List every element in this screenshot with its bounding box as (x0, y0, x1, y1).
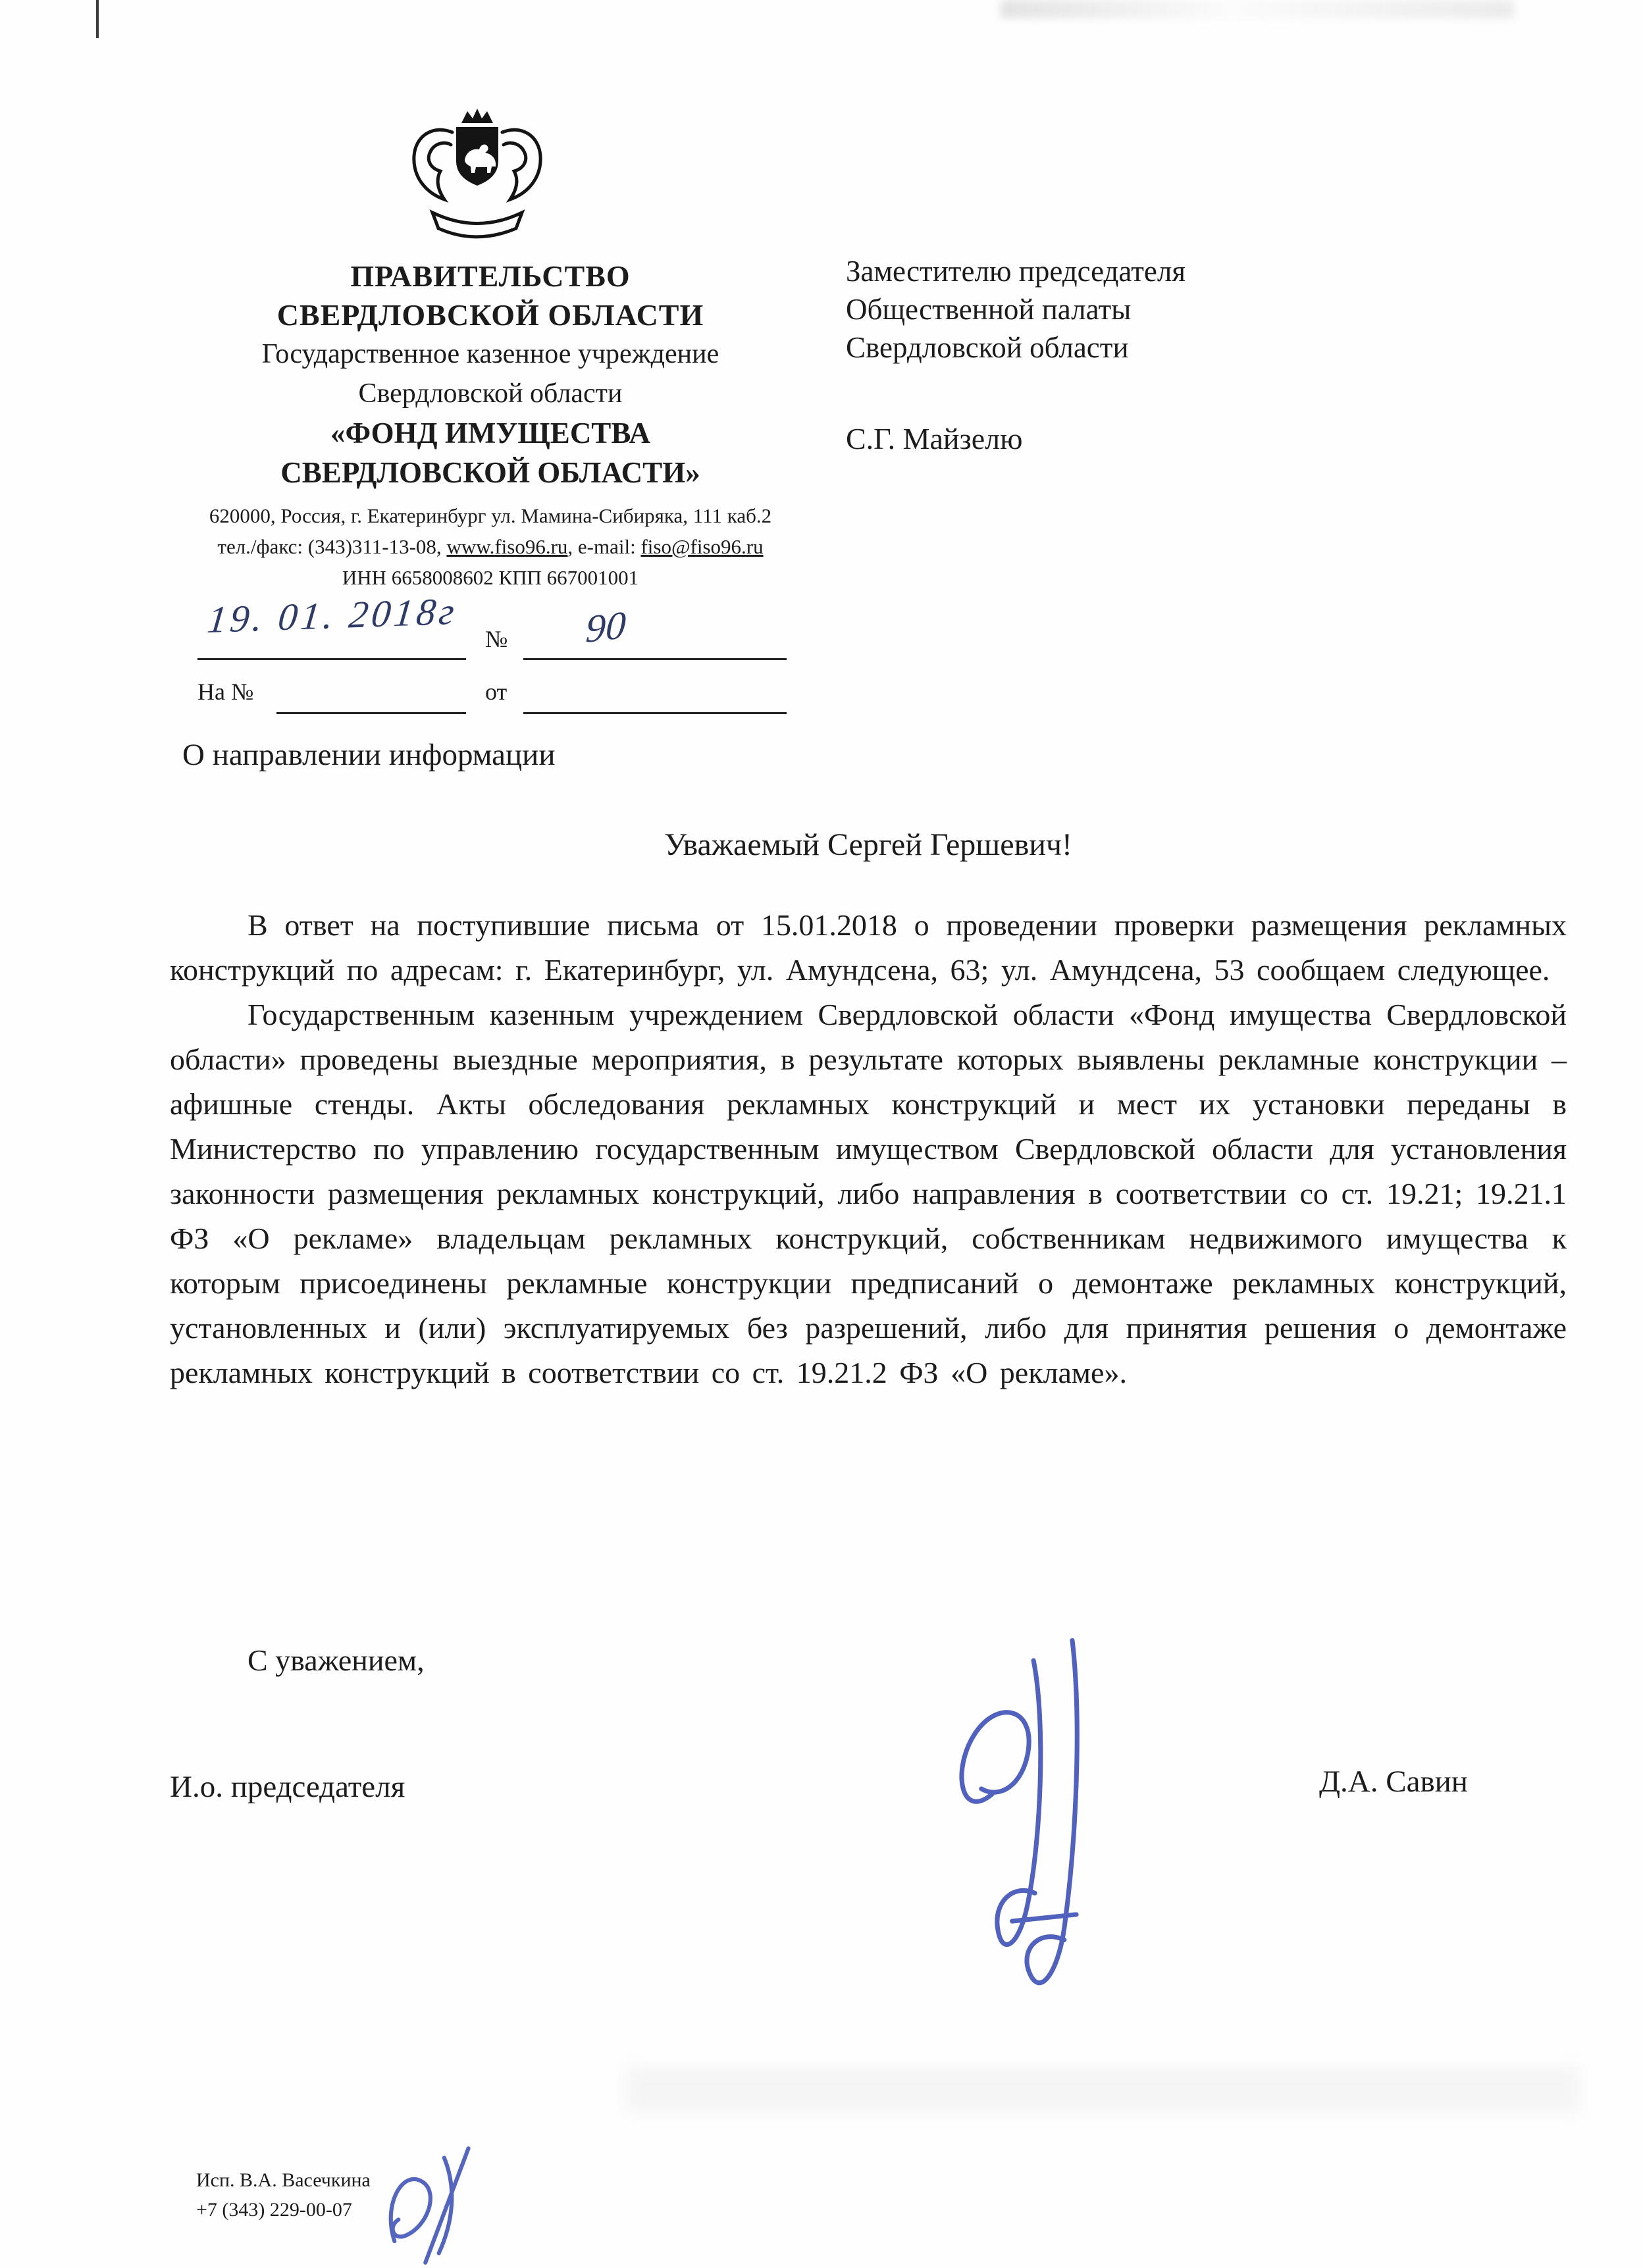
org-type-line1: Государственное казенное учреждение (261, 339, 719, 369)
recipient-line1: Заместителю председателя (846, 255, 1186, 288)
signer-name: Д.А. Савин (1319, 1765, 1468, 1799)
executor-signature-icon (363, 2140, 505, 2268)
org-address-line: 620000, Россия, г. Екатеринбург ул. Мамина-Сибиряка, 111 каб.2 (209, 504, 772, 527)
executor-phone: +7 (343) 229-00-07 (196, 2199, 352, 2221)
from-label: от (485, 679, 508, 705)
recipient-line3: Свердловской области (846, 331, 1129, 364)
body-paragraph-2: Государственным казенным учреждением Свердловской области «Фонд имущества Свердловской области» проведены выездные мероприятия, в результате которых выявлены рекламные конструкции – афишные стенды. Акты обследования рекламных конструкций и мест их установки переданы в Министерство по управлению государственным имуществом Свердловской области для установления законности размещения рекламных конструкций, либо направления в соответствии со ст. 19.21; 19.21.1 ФЗ «О рекламе» владельцам рекламных конструкций, собственникам недвижимого имущества к которым присоединены рекламные конструкции предписаний о демонтаже рекламных конструкций, установленных и (или) эксплуатируемых без разрешений, либо для принятия решения о демонтаже рекламных конструкций в соответствии со ст. 19.21.2 ФЗ «О рекламе». (170, 998, 1567, 1389)
org-name-line1: ПРАВИТЕЛЬСТВО (350, 259, 631, 293)
subject-line: О направлении информации (182, 738, 556, 772)
on-number-label: На № (197, 679, 254, 705)
signature-icon (931, 1620, 1129, 2048)
date-underline (197, 658, 466, 660)
email-label-text: , e-mail: (567, 535, 641, 558)
from-underline (523, 712, 787, 714)
scan-artifact-vertical-line (96, 0, 99, 38)
recipient-block (846, 252, 1186, 367)
scan-artifact-top-smudge (1001, 0, 1514, 18)
handwritten-number: 90 (585, 603, 627, 652)
recipient-name: С.Г. Майзелю (846, 422, 1023, 455)
org-name-line2: СВЕРДЛОВСКОЙ ОБЛАСТИ (276, 298, 704, 332)
executor-name: Исп. В.А. Васечкина (196, 2169, 371, 2191)
signer-position: И.о. председателя (170, 1770, 405, 1804)
inn-kpp-line: ИНН 6658008602 КПП 667001001 (342, 566, 639, 589)
phone-fax-text: тел./факс: (343)311-13-08, (217, 535, 447, 558)
letterhead-contact-block (118, 500, 862, 593)
number-underline (523, 658, 787, 660)
closing-regards: С уважением, (248, 1643, 425, 1677)
letterhead-org-block (158, 257, 823, 492)
scan-artifact-bottom-smudge (625, 2067, 1580, 2113)
executor-block (196, 2165, 371, 2225)
coat-of-arms-icon (378, 96, 576, 255)
recipient-line2: Общественной палаты (846, 293, 1132, 326)
org-type-line2: Свердловской области (358, 378, 623, 409)
email-link: fiso@fiso96.ru (640, 535, 764, 558)
org-contact-line (118, 531, 862, 562)
on-number-underline (276, 712, 466, 714)
body-paragraph-1: В ответ на поступившие письма от 15.01.2018 о проведении проверки размещения рекламных конструкций по адресам: г. Екатеринбург, ул. Амундсена, 63; ул. Амундсена, 53 сообщаем следующее. (170, 908, 1567, 987)
website-link: www.fiso96.ru (446, 535, 568, 558)
number-label: № (485, 626, 508, 652)
org-fund-line1: «ФОНД ИМУЩЕСТВА (330, 417, 651, 450)
letter-body (170, 903, 1567, 1395)
salutation: Уважаемый Сергей Гершевич! (664, 827, 1073, 862)
org-fund-line2: СВЕРДЛОВСКОЙ ОБЛАСТИ» (280, 456, 700, 489)
handwritten-date: 19. 01. 2018г (205, 589, 460, 642)
